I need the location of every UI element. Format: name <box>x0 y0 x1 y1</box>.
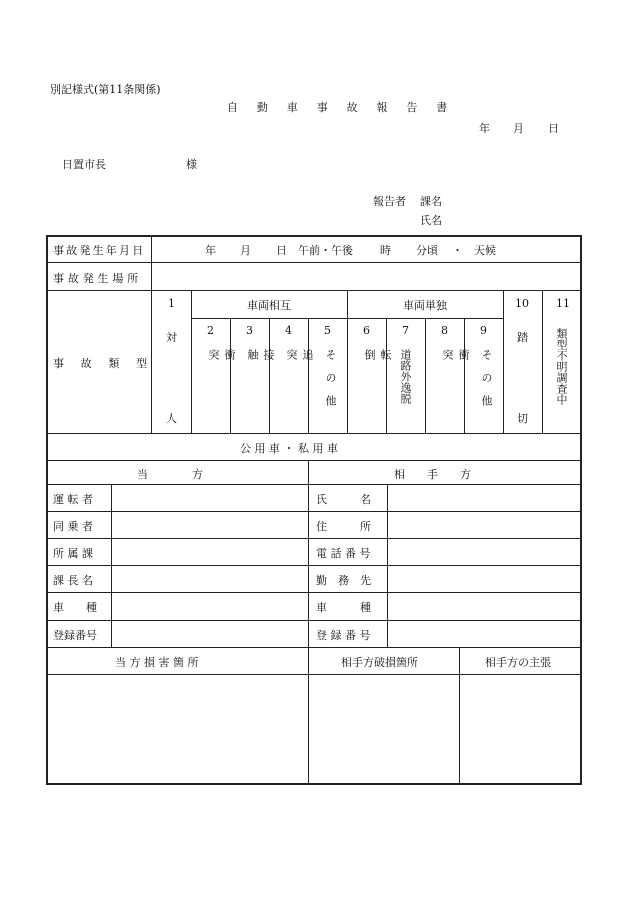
vehicle-kind-label: 公 用 車 ・ 私 用 車 <box>240 442 338 455</box>
accident-minute: 分頃 <box>416 244 438 257</box>
type-num-4: 4 <box>285 324 292 337</box>
other-registration-label: 登 録 番 号 <box>316 629 371 642</box>
reporter-label: 報告者 <box>373 195 406 208</box>
type-num-9: 9 <box>480 324 487 337</box>
other-workplace-label: 勤 務 先 <box>316 574 371 587</box>
separator-dot: ・ <box>452 244 463 257</box>
other-vehicle-type-label: 車 種 <box>316 601 371 614</box>
page-title: 自 動 車 事 故 報 告 書 <box>227 101 455 114</box>
form-reference: 別記様式(第11条関係) <box>50 83 161 96</box>
type-8-collision: 衝突 <box>441 349 470 396</box>
type-num-6: 6 <box>363 324 370 337</box>
own-dept-label: 所 属 課 <box>53 547 93 560</box>
type-11-unknown: 類型不明調査中 <box>555 328 568 405</box>
other-address-label: 住 所 <box>316 520 371 533</box>
name-label: 氏名 <box>420 214 442 227</box>
type-num-8: 8 <box>441 324 448 337</box>
accident-date-month: 月 <box>240 244 251 257</box>
type-6-overturn: 転倒 <box>363 349 392 396</box>
other-side-header: 相 手 方 <box>394 468 471 481</box>
other-claim-header: 相手方の主張 <box>485 656 551 669</box>
other-damage-header: 相手方破損箇所 <box>341 656 418 669</box>
group-single: 車両単独 <box>403 299 447 312</box>
type-7-off-road: 道路外逸脱 <box>399 349 412 404</box>
own-side-header: 当 方 <box>137 468 203 481</box>
own-passenger-label: 同 乗 者 <box>53 520 93 533</box>
type-3-contact: 接触 <box>246 349 275 396</box>
type-num-10: 10 <box>515 297 529 310</box>
type-10-top: 踏 <box>517 331 528 344</box>
own-damage-header: 当 方 損 害 箇 所 <box>115 656 199 669</box>
group-mutual: 車両相互 <box>247 299 291 312</box>
accident-type-label: 事 故 類 型 <box>53 357 154 370</box>
honorific: 様 <box>186 158 197 171</box>
date-day: 日 <box>548 122 559 135</box>
own-vehicle-type-label: 車 種 <box>53 601 97 614</box>
other-phone-label: 電 話 番 号 <box>316 547 371 560</box>
accident-place-label: 事故発生場所 <box>53 272 143 285</box>
type-num-2: 2 <box>207 324 214 337</box>
addressee: 日置市長 <box>62 158 106 171</box>
type-num-3: 3 <box>246 324 253 337</box>
date-month: 月 <box>513 122 524 135</box>
own-registration-label: 登録番号 <box>53 629 97 642</box>
type-num-11: 11 <box>556 297 570 310</box>
type-9-other: その他 <box>480 349 493 418</box>
date-year: 年 <box>479 122 490 135</box>
type-num-1: 1 <box>168 297 175 310</box>
accident-hour: 時 <box>380 244 391 257</box>
own-chief-label: 課 長 名 <box>53 574 93 587</box>
accident-date-day: 日 <box>276 244 287 257</box>
accident-date-year: 年 <box>205 244 216 257</box>
type-num-7: 7 <box>402 324 409 337</box>
other-name-label: 氏 名 <box>316 493 371 506</box>
type-10-bottom: 切 <box>517 412 528 425</box>
type-num-5: 5 <box>324 324 331 337</box>
weather-label: 天候 <box>474 244 496 257</box>
accident-ampm: 午前・午後 <box>298 244 353 257</box>
type-1-top: 対 <box>166 331 177 344</box>
type-1-bottom: 人 <box>166 412 177 425</box>
own-driver-label: 運 転 者 <box>53 493 93 506</box>
accident-date-label: 事故発生年月日 <box>53 244 146 257</box>
type-2-collision: 衝突 <box>207 349 236 396</box>
type-5-other: その他 <box>324 349 337 418</box>
dept-label: 課名 <box>420 195 442 208</box>
type-4-rear-end: 追突 <box>285 349 314 396</box>
